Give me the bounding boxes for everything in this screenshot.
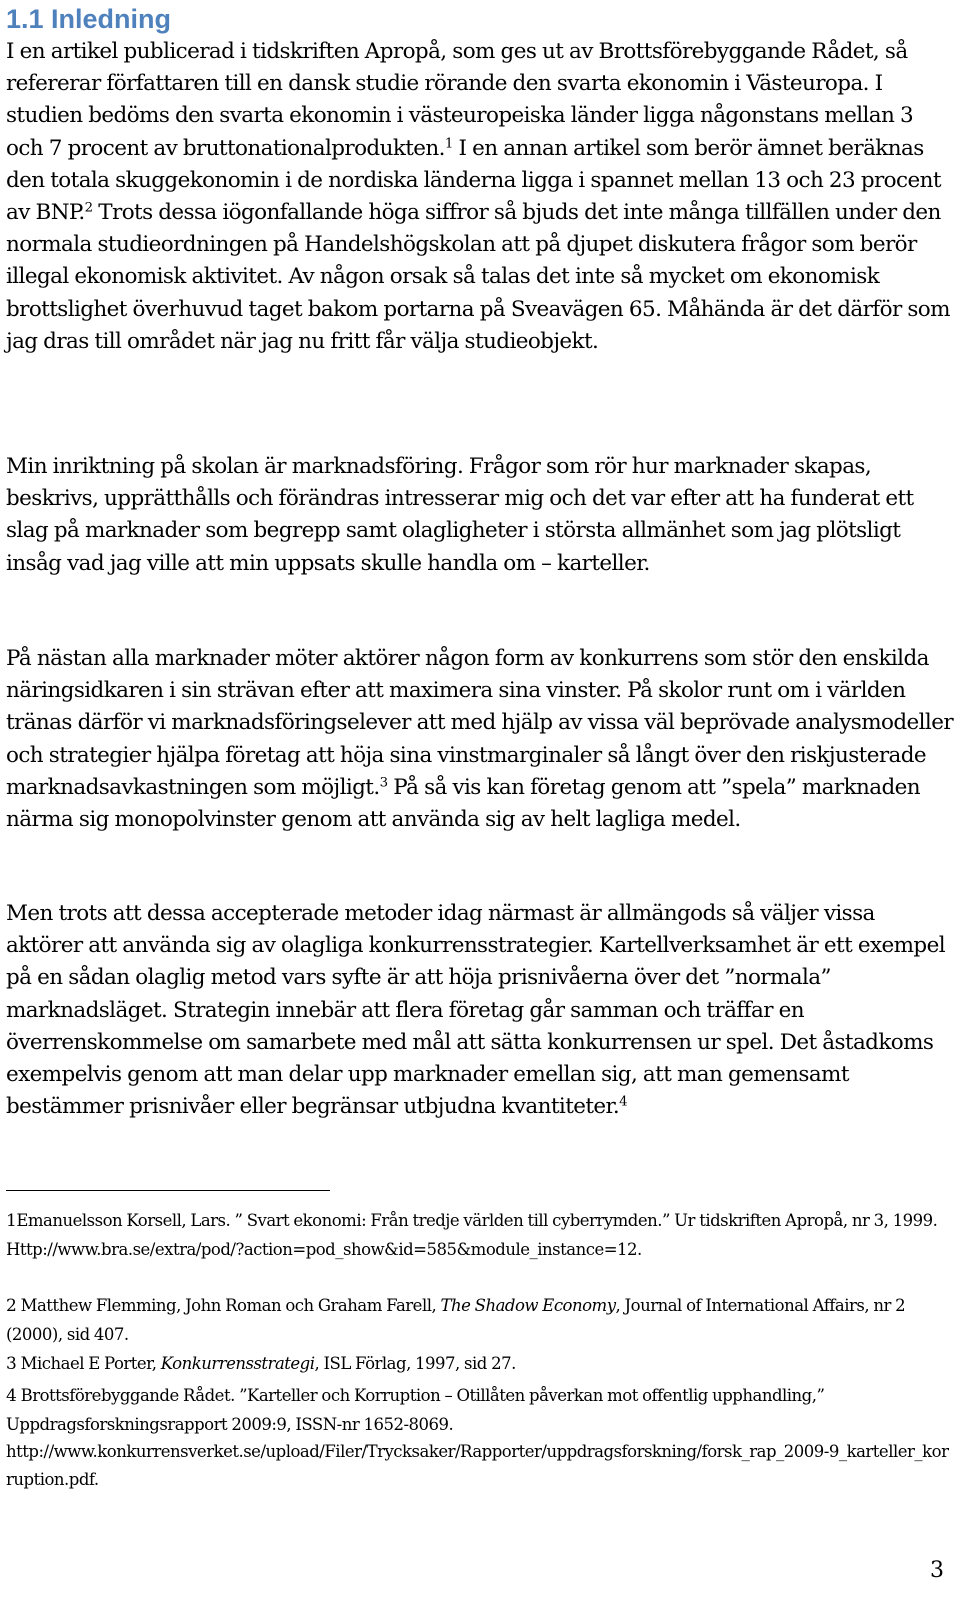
footnote-number: 3 [6, 1354, 17, 1374]
footnote-4 [6, 1382, 954, 1493]
footnote-url[interactable]: http://www.konkurrensverket.se/upload/Filer/Trycksaker/Rapporter/uppdragsforskning/forsk_rap_2009-9_karteller_korruption.pdf. [6, 1442, 949, 1489]
paragraph-text: På nästan alla marknader möter aktörer någon form av konkurrens som stör den enskilda näringsidkaren i sin strävan efter att maximera sina vinster. På skolor runt om i världen tränas därför vi marknadsföringselever att med hjälp av vissa väl beprövade analysmodeller och strategier hjälpa företag att höja sina vinstmarginaler så långt över den riskjusterade marknadsavkastningen som möjligt. [6, 646, 954, 800]
footnote-number: 2 [6, 1296, 17, 1316]
paragraph-cartels [6, 898, 954, 1123]
footnote-title: The Shadow Economy [440, 1296, 616, 1315]
footnote-text: , Journal of International Affairs, nr 2 (2000), sid 407. [6, 1296, 906, 1344]
paragraph-text: I en annan artikel som berör ämnet beräknas den totala skuggekonomin i de nordiska länderna ligga i spannet mellan 13 och 23 procent av BNP. [6, 135, 941, 226]
footnote-ref-3[interactable]: 3 [379, 775, 388, 791]
footnote-text: Michael E Porter, [16, 1354, 161, 1373]
footnote-number: 1 [6, 1211, 17, 1231]
paragraph-text: Men trots att dessa accepterade metoder idag närmast är allmängods så väljer vissa aktörer att använda sig av olagliga konkurrensstrategier. Kartellverksamhet är ett exempel på en sådan olaglig metod vars syfte är att höja prisnivåerna över det ”normala” marknadsläget. Strategin innebär att flera företag går samman och träffar en överrenskommelse om samarbete med mål att sätta konkurrensen ur spel. Det åstadkoms exempelvis genom att man delar upp marknader emellan sig, att man gemensamt bestämmer prisnivåer eller begränsar utbjudna kvantiteter. [6, 901, 945, 1120]
paragraph-intro [6, 36, 954, 358]
paragraph-orientation: Min inriktning på skolan är marknadsföring. Frågor som rör hur marknader skapas, beskrivs, upprätthålls och förändras intresserar mig och det var efter att ha funderat ett slag på marknader som begrepp samt olagligheter i största allmänhet som jag plötsligt insåg vad jag ville att min uppsats skulle handla om – karteller. [6, 454, 914, 576]
footnote-1 [6, 1207, 954, 1263]
footnote-3 [6, 1350, 954, 1379]
footnote-2 [6, 1292, 954, 1348]
footnote-ref-1[interactable]: 1 [444, 136, 453, 152]
footnote-ref-4[interactable]: 4 [619, 1094, 627, 1110]
section-heading: 1.1 Inledning [6, 4, 172, 34]
footnote-title: Konkurrensstrategi [160, 1354, 315, 1373]
footnote-text: Matthew Flemming, John Roman och Graham Farell, [16, 1296, 441, 1315]
footnote-text: , ISL Förlag, 1997, sid 27. [314, 1354, 516, 1373]
paragraph-competition [6, 643, 954, 836]
paragraph-text: I en artikel publicerad i tidskriften Apropå, som ges ut av Brottsförebyggande Rådet, så refererar författaren till en dansk studie rörande den svarta ekonomin i Västeuropa. I studien bedöms den svarta ekonomin i västeuropeiska länder ligga någonstans mellan 3 och 7 procent av bruttonationalprodukten. [6, 39, 914, 161]
paragraph-text: På så vis kan företag genom att ”spela” marknaden närma sig monopolvinster genom att använda sig av helt lagliga medel. [6, 774, 921, 833]
paragraph-text: Trots dessa iögonfallande höga siffror så bjuds det inte många tillfällen under den normala studieordningen på Handelshögskolan att på djupet diskutera frågor som berör illegal ekonomisk aktivitet. Av någon orsak så talas det inte så mycket om ekonomisk brottslighet överhuvud taget bakom portarna på Sveavägen 65. Måhända är det därför som jag dras till området när jag nu fritt får välja studieobjekt. [6, 200, 950, 354]
footnote-text: Brottsförebyggande Rådet. ”Karteller och Korruption – Otillåten påverkan mot offentlig upphandling,” Uppdragsforskningsrapport 2009:9, ISSN-nr 1652-8069. [6, 1386, 825, 1434]
footnote-separator [6, 1190, 330, 1191]
page-number: 3 [930, 1558, 944, 1583]
footnote-number: 4 [6, 1386, 17, 1406]
footnote-ref-2[interactable]: 2 [84, 200, 93, 216]
footnote-text: Emanuelsson Korsell, Lars. ” Svart ekonomi: Från tredje världen till cyberrymden.” Ur tidskriften Apropå, nr 3, 1999. [16, 1211, 938, 1230]
footnote-url[interactable]: Http://www.bra.se/extra/pod/?action=pod_show&id=585&module_instance=12. [6, 1239, 642, 1259]
